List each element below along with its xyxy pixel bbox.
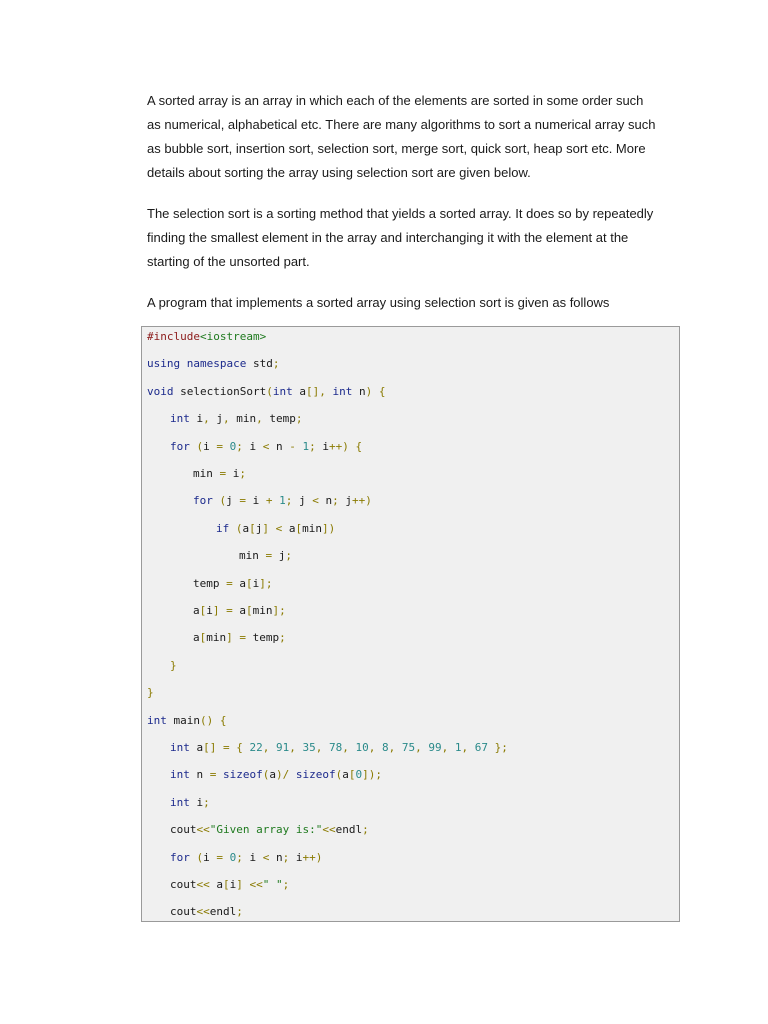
code-token: min — [193, 467, 220, 480]
code-token: 10 — [355, 741, 369, 754]
code-token: 91 — [276, 741, 290, 754]
code-token: { — [236, 741, 243, 754]
code-token: int — [147, 713, 167, 727]
code-token: a — [292, 384, 306, 398]
code-token: i — [242, 439, 263, 453]
code-token: << — [196, 878, 210, 891]
code-token: i — [252, 576, 260, 590]
code-token — [180, 357, 187, 370]
code-line — [147, 713, 227, 729]
code-token: ; — [282, 878, 290, 891]
code-token: [ — [246, 604, 253, 617]
code-line — [239, 548, 292, 564]
code-token: temp — [193, 576, 227, 590]
code-token: < — [275, 521, 283, 535]
code-token: , — [441, 741, 449, 754]
code-token: j — [292, 494, 313, 508]
code-token: a — [232, 604, 246, 617]
code-token: ; — [282, 850, 290, 864]
code-token: j — [255, 521, 263, 535]
code-token: 8 — [382, 741, 389, 754]
code-token: ; — [285, 549, 292, 563]
code-token: , — [342, 741, 349, 754]
code-token: i — [206, 604, 213, 617]
code-line — [170, 795, 210, 811]
code-token: ] — [236, 878, 243, 891]
code-token: 75 — [401, 741, 416, 754]
code-token: cout — [170, 823, 197, 837]
code-token: 0 — [229, 439, 237, 453]
code-token: ; — [236, 850, 243, 864]
code-token: i — [203, 439, 217, 453]
code-token: temp — [246, 631, 280, 645]
code-token: , — [256, 412, 263, 426]
code-line — [193, 603, 286, 619]
code-token: n — [352, 384, 366, 398]
code-token: [ — [223, 878, 230, 891]
code-token: " " — [262, 878, 283, 891]
code-token: using — [147, 357, 181, 371]
code-token: endl — [335, 823, 363, 837]
paragraph-line: as numerical, alphabetical etc. There are many algorithms to sort a numerical array such — [147, 117, 656, 132]
code-token: ; — [239, 467, 246, 480]
code-token: = — [239, 494, 246, 508]
code-token — [269, 741, 276, 754]
code-token: << — [249, 878, 263, 891]
code-token: min — [252, 604, 273, 617]
code-token: main — [166, 713, 200, 727]
paragraph-line: The selection sort is a sorting method that yields a sorted array. It does so by repeatedly — [147, 206, 654, 221]
code-token — [213, 714, 220, 727]
code-token: j — [272, 549, 286, 563]
code-token — [488, 741, 495, 754]
code-token: < — [262, 850, 270, 864]
code-token: , — [262, 741, 270, 754]
code-token — [216, 741, 223, 754]
code-token: a — [209, 878, 223, 891]
code-token: sizeof — [223, 768, 263, 782]
paragraph-line: A program that implements a sorted array using selection sort is given as follows — [147, 295, 610, 310]
code-token — [395, 741, 402, 754]
code-token: ++) — [352, 494, 372, 508]
code-line — [170, 877, 289, 893]
code-token: , — [315, 741, 323, 754]
code-token: 78 — [329, 741, 343, 754]
code-token: < — [262, 439, 270, 453]
code-token: << — [196, 905, 210, 919]
intro-paragraph — [147, 89, 687, 185]
code-token: ]); — [362, 768, 382, 782]
code-token: endl — [209, 905, 237, 919]
code-token: ( — [196, 850, 204, 864]
code-token: int — [170, 795, 190, 809]
code-token: ; — [272, 357, 280, 371]
code-token: 0 — [229, 850, 237, 864]
code-token: ] — [212, 604, 220, 617]
code-token: ++) — [329, 439, 349, 453]
code-token: = — [209, 768, 217, 782]
code-token: = — [216, 439, 223, 453]
code-line — [147, 685, 154, 701]
code-token — [349, 741, 356, 754]
code-token: ; — [236, 439, 243, 453]
code-token: min — [239, 549, 266, 563]
code-token: for — [170, 850, 190, 864]
code-token: a — [282, 521, 296, 535]
code-token: ]; — [272, 604, 286, 617]
code-token: = — [216, 850, 223, 864]
paragraph-line: starting of the unsorted part. — [147, 254, 310, 269]
code-token: = — [239, 631, 246, 645]
code-token — [296, 440, 303, 453]
code-token: temp — [262, 412, 296, 426]
code-token: a — [242, 521, 250, 535]
code-line — [170, 767, 382, 783]
code-token: i — [242, 850, 263, 864]
code-token: }; — [494, 741, 508, 754]
paragraph-line: finding the smallest element in the array and interchanging it with the element at the — [147, 230, 629, 245]
code-token: , — [368, 741, 376, 754]
code-token: j — [209, 412, 223, 426]
code-token: <iostream> — [199, 330, 267, 343]
code-token: 1 — [279, 494, 286, 508]
code-token: selectionSort — [173, 384, 267, 398]
code-token: i — [189, 795, 204, 809]
code-token: { — [355, 439, 363, 453]
code-token: min — [229, 412, 257, 426]
code-line — [193, 630, 286, 646]
code-token: ( — [335, 768, 343, 782]
code-line — [170, 822, 369, 838]
code-token: ; — [285, 494, 293, 508]
code-token: a — [232, 576, 246, 590]
code-token: min — [206, 631, 227, 645]
code-token: } — [170, 658, 177, 672]
code-token: ] — [262, 521, 269, 535]
code-token: i — [246, 494, 266, 508]
code-token: int — [170, 741, 190, 754]
code-token: cout — [170, 878, 197, 891]
code-token: [ — [348, 768, 356, 782]
code-token — [372, 385, 379, 398]
code-token: namespace — [186, 357, 247, 371]
code-token: a — [189, 741, 204, 754]
code-token: ) — [365, 384, 373, 398]
code-token: i — [229, 878, 237, 891]
code-token: i — [203, 850, 217, 864]
code-token: int — [170, 412, 190, 426]
code-line — [193, 493, 372, 509]
code-token: << — [322, 823, 336, 837]
code-token: ++) — [302, 850, 323, 864]
code-token — [216, 768, 223, 781]
code-token: ] — [226, 631, 233, 645]
code-token: int — [332, 384, 353, 398]
code-token: , — [203, 412, 210, 426]
code-token — [468, 741, 475, 754]
code-token: sizeof — [295, 768, 336, 782]
paragraph-line: details about sorting the array using selection sort are given below. — [147, 165, 531, 180]
code-token: ( — [266, 384, 273, 398]
code-token — [269, 522, 276, 535]
code-token: ; — [203, 795, 210, 809]
code-token: 1 — [454, 741, 462, 754]
code-token: a — [342, 768, 349, 782]
code-token: #include — [147, 330, 200, 343]
code-token: n — [318, 494, 333, 508]
code-token: 0 — [355, 768, 363, 782]
code-token: 1 — [302, 439, 310, 453]
code-token: i — [189, 412, 204, 426]
code-line — [170, 904, 243, 920]
code-token — [243, 741, 250, 754]
code-line — [170, 411, 303, 427]
code-token: ( — [219, 494, 227, 508]
code-token: [ — [246, 576, 253, 590]
paragraph-line: as bubble sort, insertion sort, selection sort, merge sort, quick sort, heap sort etc. More — [147, 141, 646, 156]
code-token: ]; — [259, 576, 273, 590]
code-token: std — [246, 357, 273, 371]
code-token: j — [338, 494, 352, 508]
code-token — [223, 440, 230, 453]
code-token — [349, 440, 356, 453]
code-token: = — [219, 467, 227, 480]
code-token: ( — [196, 439, 204, 453]
program-intro-paragraph — [147, 291, 687, 315]
code-block — [141, 326, 680, 922]
code-token: ( — [235, 521, 243, 535]
code-token: } — [147, 686, 154, 700]
code-token — [190, 851, 197, 864]
code-token: cout — [170, 905, 197, 919]
code-token — [322, 741, 329, 754]
code-token: for — [170, 439, 190, 453]
code-line — [170, 658, 177, 674]
code-token: ; — [332, 494, 339, 508]
code-token: 35 — [302, 741, 316, 754]
code-token: { — [219, 713, 227, 727]
code-token: )/ — [276, 768, 290, 782]
code-token: = — [265, 549, 273, 563]
code-line — [147, 329, 266, 345]
code-token — [229, 522, 236, 535]
code-line — [193, 466, 246, 482]
code-token: i — [315, 439, 329, 453]
code-token: void — [147, 384, 174, 398]
code-token — [375, 741, 382, 754]
code-token: [ — [295, 521, 303, 535]
paragraph-line: A sorted array is an array in which each of the elements are sorted in some order such — [147, 93, 644, 108]
document-body — [147, 89, 687, 324]
code-line — [170, 850, 322, 866]
code-token — [190, 440, 197, 453]
code-token — [243, 878, 250, 891]
code-token: = — [226, 576, 233, 590]
code-token: 67 — [474, 741, 488, 754]
code-token: ; — [295, 412, 303, 426]
code-token: ( — [262, 768, 270, 782]
code-token: [ — [249, 521, 256, 535]
code-token: n — [269, 439, 290, 453]
code-token: [] — [203, 741, 217, 754]
code-token — [289, 768, 296, 781]
code-token — [448, 741, 455, 754]
code-token: for — [193, 494, 213, 508]
code-token: = — [226, 604, 233, 617]
code-token: [], — [305, 384, 326, 398]
code-token: min — [302, 521, 322, 535]
code-line — [216, 521, 335, 537]
code-line — [147, 384, 385, 400]
code-token: ]) — [322, 521, 336, 535]
code-line — [193, 576, 273, 592]
code-token: 22 — [249, 741, 263, 754]
code-line — [147, 356, 279, 372]
code-token: "Given array is:" — [209, 823, 323, 837]
code-token: a — [193, 631, 200, 645]
code-token: , — [461, 741, 469, 754]
code-token: a — [269, 768, 276, 782]
code-line — [170, 740, 508, 756]
code-token: n — [269, 850, 283, 864]
code-token: [ — [199, 604, 207, 617]
code-token: = — [223, 741, 230, 754]
code-token: j — [226, 494, 240, 508]
code-token: if — [216, 521, 230, 535]
code-token: i — [226, 467, 240, 480]
code-token: , — [415, 741, 422, 754]
code-token: < — [312, 494, 319, 508]
code-token: , — [388, 741, 396, 754]
code-token: 99 — [428, 741, 442, 754]
code-token: int — [272, 384, 293, 398]
code-token — [223, 851, 230, 864]
code-line — [170, 439, 362, 455]
code-token: + — [265, 494, 273, 508]
code-token: ; — [236, 905, 243, 919]
code-token: ; — [279, 631, 286, 645]
code-token: [ — [199, 631, 207, 645]
code-token: i — [289, 850, 303, 864]
code-token: n — [189, 768, 210, 782]
code-token: { — [378, 384, 386, 398]
code-token: ; — [309, 439, 316, 453]
code-token — [213, 494, 220, 507]
code-token: ; — [362, 823, 369, 837]
code-token: << — [196, 823, 210, 837]
code-token: , — [289, 741, 296, 754]
code-token: () — [200, 713, 214, 727]
code-token: int — [170, 768, 190, 782]
selection-sort-paragraph — [147, 202, 687, 274]
code-token — [296, 741, 303, 754]
code-token: - — [289, 439, 296, 453]
code-token: , — [223, 412, 230, 426]
code-token: a — [193, 604, 200, 617]
